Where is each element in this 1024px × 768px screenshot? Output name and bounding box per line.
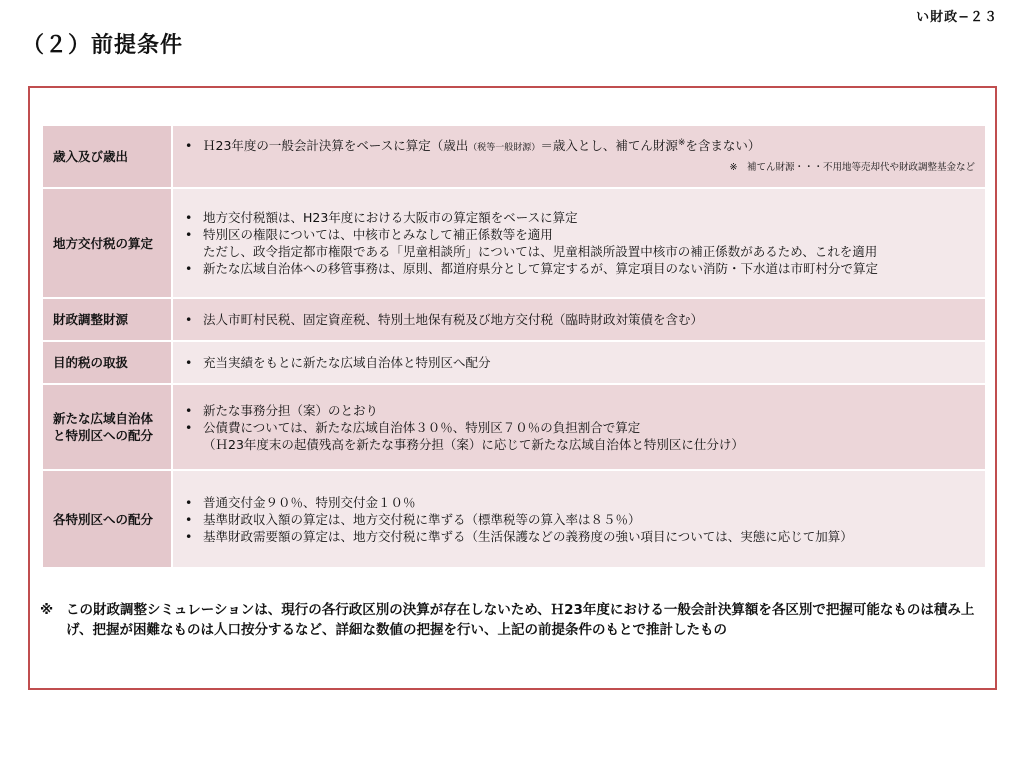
list-item: • 基準財政収入額の算定は、地方交付税に準ずる（標準税等の算入率は８５％） — [183, 511, 977, 528]
row-content — [172, 341, 985, 384]
list-item: • 公債費については、新たな広域自治体３０％、特別区７０％の負担割合で算定 — [183, 419, 977, 436]
row-label: 地方交付税の算定 — [43, 188, 172, 298]
continuation-text: （Ｈ23年度末の起債残高を新たな事務分担（案）に応じて新たな広域自治体と特別区に仕分け） — [203, 436, 744, 452]
footnote-text: この財政調整シミュレーションは、現行の各行政区別の決算が存在しないため、Ｈ23年度における一般会計決算額を各区別で把握可能なものは積み上げ、把握が困難なものは人口按分するなど、詳細な数値の把握を行い、上記の前提条件のもとで推計したもの — [66, 602, 975, 638]
list-item: • 新たな広域自治体への移管事務は、原則、都道府県分として算定するが、算定項目のない消防・下水道は市町村分で算定 — [183, 260, 977, 277]
list-item: • Ｈ23年度の一般会計決算をベースに算定（歳出（税等一般財源）＝歳入とし、補てん財源※を含まない） — [183, 137, 977, 157]
table-row — [43, 341, 985, 384]
row-label: 新たな広域自治体と特別区への配分 — [43, 384, 172, 470]
row-label: 目的税の取扱 — [43, 341, 172, 384]
footnote-mark: ※ — [40, 602, 54, 618]
row-content — [172, 384, 985, 470]
footnote-note: ※ 補てん財源・・・不用地等売却代や財政調整基金など — [729, 162, 975, 173]
conditions-table — [43, 126, 985, 569]
list-item: • 充当実績をもとに新たな広域自治体と特別区へ配分 — [183, 354, 977, 371]
row-content — [172, 470, 985, 568]
row-label: 財政調整財源 — [43, 298, 172, 341]
list-item: • 地方交付税額は、H23年度における大阪市の算定額をベースに算定 — [183, 209, 977, 226]
row-content — [172, 298, 985, 341]
list-item: • 基準財政需要額の算定は、地方交付税に準ずる（生活保護などの義務度の強い項目については、実態に応じて加算） — [183, 528, 977, 545]
list-item: • 普通交付金９０％、特別交付金１０％ — [183, 494, 977, 511]
content-frame — [28, 86, 997, 690]
footnote — [40, 600, 980, 640]
continuation-text: ただし、政令指定都市権限である「児童相談所」については、児童相談所設置中核市の補正係数があるため、これを適用 — [203, 244, 878, 259]
table-row — [43, 188, 985, 298]
row-content — [172, 188, 985, 298]
table-row — [43, 470, 985, 568]
page-title: （２）前提条件 — [22, 33, 184, 58]
row-label: 歳入及び歳出 — [43, 126, 172, 188]
table-row — [43, 384, 985, 470]
table-row — [43, 126, 985, 188]
row-content — [172, 126, 985, 188]
page-number: い財政−２３ — [916, 10, 998, 25]
table-row — [43, 298, 985, 341]
list-item: • 特別区の権限については、中核市とみなして補正係数等を適用 — [183, 226, 977, 243]
list-item: • 法人市町村民税、固定資産税、特別土地保有税及び地方交付税（臨時財政対策債を含む） — [183, 311, 977, 328]
list-item: • 新たな事務分担（案）のとおり — [183, 402, 977, 419]
row-label: 各特別区への配分 — [43, 470, 172, 568]
